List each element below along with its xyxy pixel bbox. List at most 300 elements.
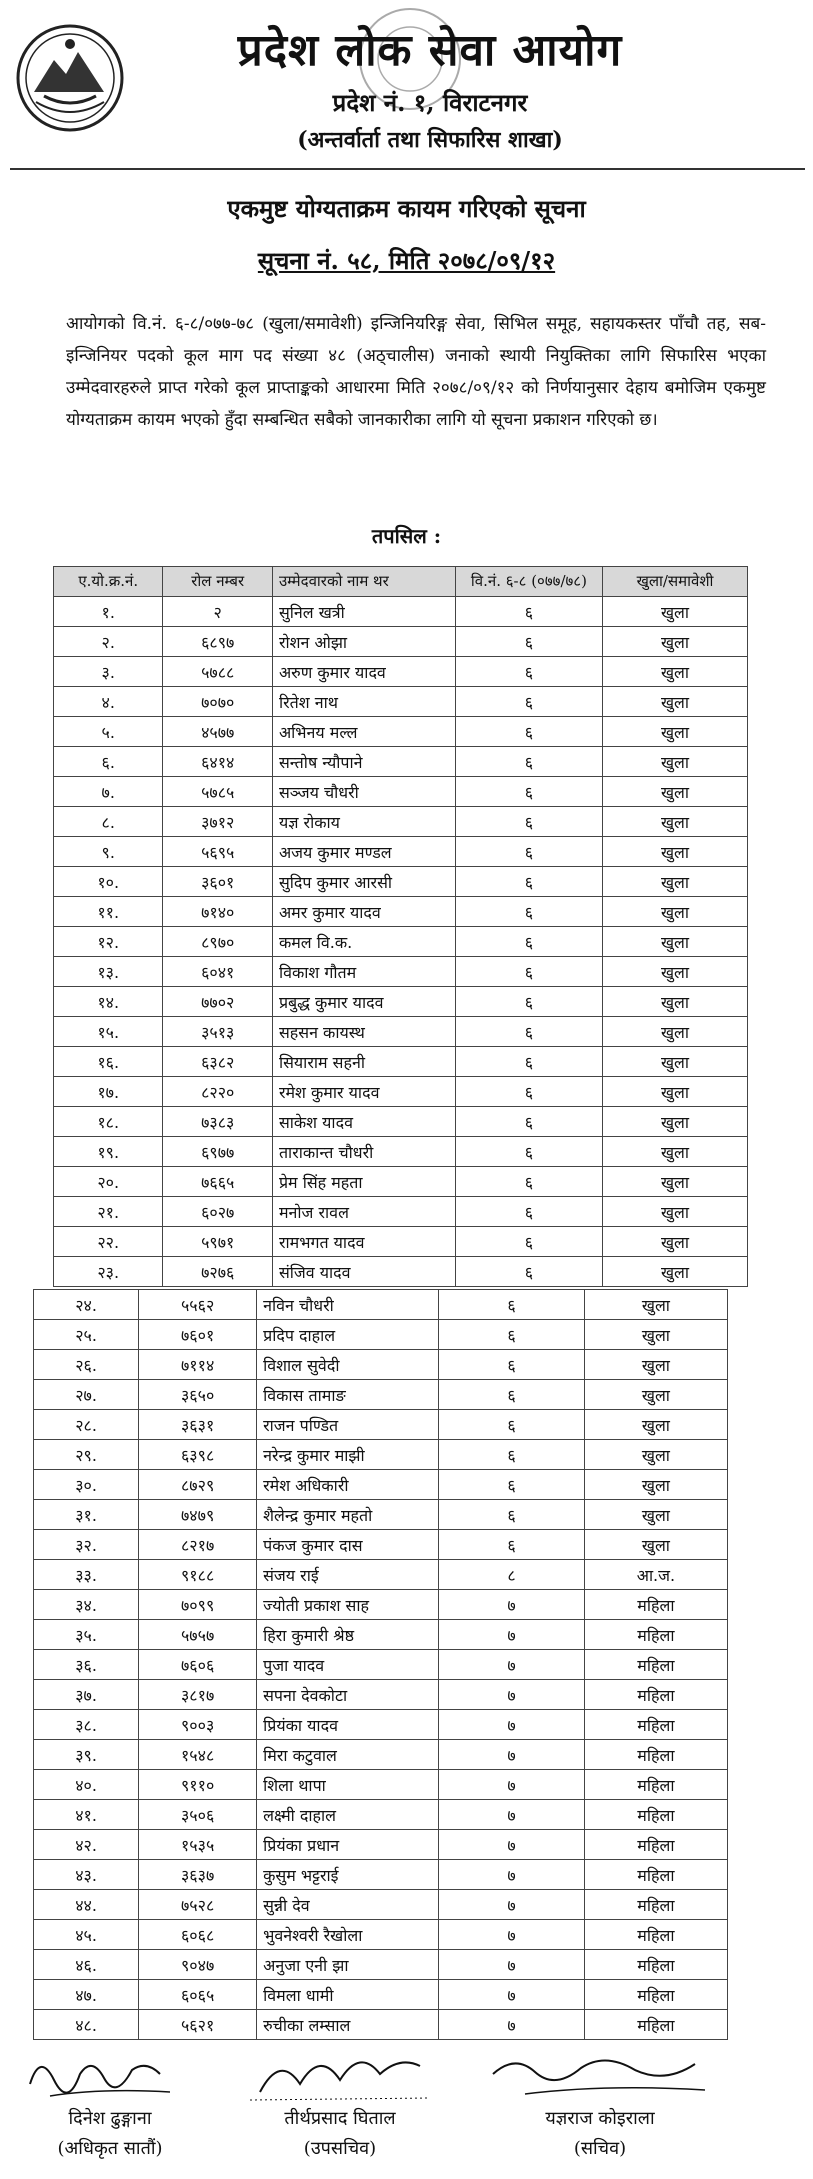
cell-candidate-name: नविन चौधरी: [257, 1290, 439, 1320]
cell-category: खुला: [584, 1410, 727, 1440]
table-row: [34, 1500, 728, 1530]
cell-roll-number: ९०४७: [139, 1950, 257, 1980]
cell-category: खुला: [603, 717, 748, 747]
cell-advertisement-number: ६: [455, 1017, 602, 1047]
cell-advertisement-number: ७: [439, 2010, 585, 2040]
notice-number: [0, 244, 813, 277]
cell-category: खुला: [603, 1197, 748, 1227]
table-row: [34, 1650, 728, 1680]
table-row: [54, 867, 748, 897]
cell-candidate-name: भुवनेश्वरी रैखोला: [257, 1920, 439, 1950]
cell-advertisement-number: ६: [455, 777, 602, 807]
cell-candidate-name: रमेश अधिकारी: [257, 1470, 439, 1500]
cell-candidate-name: प्रियंका प्रधान: [257, 1830, 439, 1860]
cell-category: महिला: [584, 1590, 727, 1620]
signature-block-secretary: [480, 2044, 720, 2160]
signatory-designation-3: (सचिव): [573, 2138, 627, 2159]
cell-candidate-name: संजय राई: [257, 1560, 439, 1590]
cell-candidate-name: प्रेम सिंह महता: [272, 1167, 455, 1197]
cell-serial-number: ४४.: [34, 1890, 139, 1920]
cell-candidate-name: मनोज रावल: [272, 1197, 455, 1227]
cell-candidate-name: सञ्जय चौधरी: [272, 777, 455, 807]
cell-roll-number: २: [163, 597, 272, 627]
cell-roll-number: १५३५: [139, 1830, 257, 1860]
cell-candidate-name: विकास तामाङ: [257, 1380, 439, 1410]
cell-candidate-name: अजय कुमार मण्डल: [272, 837, 455, 867]
cell-candidate-name: रुचीका लम्साल: [257, 2010, 439, 2040]
cell-candidate-name: विमला धामी: [257, 1980, 439, 2010]
cell-candidate-name: ताराकान्त चौधरी: [272, 1137, 455, 1167]
cell-candidate-name: शिला थापा: [257, 1770, 439, 1800]
signature-block-officer: [10, 2044, 210, 2160]
table-row: [34, 1680, 728, 1710]
header-advertisement-number: वि.नं. ६-८ (०७७/७८): [455, 567, 602, 597]
table-row: [34, 1950, 728, 1980]
cell-category: खुला: [603, 627, 748, 657]
cell-candidate-name: सन्तोष न्यौपाने: [272, 747, 455, 777]
cell-serial-number: ४२.: [34, 1830, 139, 1860]
cell-candidate-name: हिरा कुमारी श्रेष्ठ: [257, 1620, 439, 1650]
cell-category: महिला: [584, 2010, 727, 2040]
cell-serial-number: २७.: [34, 1380, 139, 1410]
header-roll-number: रोल नम्बर: [163, 567, 272, 597]
cell-serial-number: ४८.: [34, 2010, 139, 2040]
signatory-name-2: तीर्थप्रसाद घिताल: [284, 2108, 396, 2129]
table-row: [34, 1320, 728, 1350]
cell-advertisement-number: ७: [439, 1920, 585, 1950]
table-row: [34, 1620, 728, 1650]
cell-advertisement-number: ६: [455, 1257, 602, 1287]
table-row: [54, 627, 748, 657]
cell-candidate-name: विकाश गौतम: [272, 957, 455, 987]
cell-category: महिला: [584, 1980, 727, 2010]
cell-serial-number: ४०.: [34, 1770, 139, 1800]
cell-advertisement-number: ६: [455, 807, 602, 837]
cell-roll-number: ७०७०: [163, 687, 272, 717]
cell-category: महिला: [584, 1830, 727, 1860]
cell-roll-number: ९१८८: [139, 1560, 257, 1590]
cell-serial-number: १२.: [54, 927, 163, 957]
cell-roll-number: ९००३: [139, 1710, 257, 1740]
cell-serial-number: ३९.: [34, 1740, 139, 1770]
cell-serial-number: २०.: [54, 1167, 163, 1197]
handwritten-signature-3: [485, 2044, 715, 2106]
cell-candidate-name: अरुण कुमार यादव: [272, 657, 455, 687]
cell-roll-number: ७३८३: [163, 1107, 272, 1137]
cell-candidate-name: सियाराम सहनी: [272, 1047, 455, 1077]
cell-category: महिला: [584, 1740, 727, 1770]
table-row: [34, 1590, 728, 1620]
cell-roll-number: ६०६८: [139, 1920, 257, 1950]
cell-category: महिला: [584, 1710, 727, 1740]
cell-serial-number: १७.: [54, 1077, 163, 1107]
cell-category: खुला: [603, 837, 748, 867]
cell-candidate-name: प्रबुद्ध कुमार यादव: [272, 987, 455, 1017]
cell-advertisement-number: ६: [455, 1227, 602, 1257]
cell-serial-number: ३१.: [34, 1500, 139, 1530]
cell-advertisement-number: ६: [439, 1470, 585, 1500]
cell-serial-number: ३४.: [34, 1590, 139, 1620]
table-row: [34, 1740, 728, 1770]
cell-candidate-name: यज्ञ रोकाय: [272, 807, 455, 837]
cell-category: महिला: [584, 1620, 727, 1650]
merit-list-table-part2: [33, 1289, 728, 2040]
cell-advertisement-number: ७: [439, 1950, 585, 1980]
cell-advertisement-number: ६: [439, 1440, 585, 1470]
cell-category: खुला: [603, 927, 748, 957]
cell-serial-number: १९.: [54, 1137, 163, 1167]
signatory-designation-2: (उपसचिव): [303, 2138, 377, 2159]
cell-advertisement-number: ६: [455, 1137, 602, 1167]
cell-roll-number: ३५१३: [163, 1017, 272, 1047]
cell-category: खुला: [603, 1017, 748, 1047]
cell-serial-number: ५.: [54, 717, 163, 747]
table-row: [54, 747, 748, 777]
cell-candidate-name: नरेन्द्र कुमार माझी: [257, 1440, 439, 1470]
cell-advertisement-number: ६: [455, 1107, 602, 1137]
header-divider: [10, 168, 805, 170]
cell-advertisement-number: ६: [455, 837, 602, 867]
cell-category: खुला: [603, 1257, 748, 1287]
table-row: [34, 1290, 728, 1320]
cell-category: महिला: [584, 1650, 727, 1680]
cell-category: खुला: [603, 897, 748, 927]
government-emblem-icon: [14, 22, 126, 134]
cell-advertisement-number: ७: [439, 1740, 585, 1770]
table-row: [34, 1770, 728, 1800]
cell-serial-number: ३७.: [34, 1680, 139, 1710]
cell-advertisement-number: ७: [439, 1680, 585, 1710]
cell-roll-number: ६०४१: [163, 957, 272, 987]
cell-roll-number: ३६३१: [139, 1410, 257, 1440]
cell-candidate-name: रितेश नाथ: [272, 687, 455, 717]
cell-candidate-name: साकेश यादव: [272, 1107, 455, 1137]
cell-category: खुला: [603, 867, 748, 897]
cell-category: खुला: [603, 987, 748, 1017]
cell-advertisement-number: ७: [439, 1830, 585, 1860]
cell-roll-number: ३६५०: [139, 1380, 257, 1410]
table-row: [54, 837, 748, 867]
branch-name: (अन्तर्वार्ता तथा सिफारिस शाखा): [297, 127, 563, 153]
cell-advertisement-number: ६: [439, 1320, 585, 1350]
cell-category: महिला: [584, 1800, 727, 1830]
cell-serial-number: ३३.: [34, 1560, 139, 1590]
cell-roll-number: ५७८८: [163, 657, 272, 687]
notice-number-text: सूचना नं. ५८, मिति २०७८/०९/१२: [257, 246, 556, 275]
cell-advertisement-number: ६: [455, 927, 602, 957]
cell-category: खुला: [584, 1350, 727, 1380]
cell-candidate-name: राजन पण्डित: [257, 1410, 439, 1440]
cell-category: खुला: [603, 687, 748, 717]
cell-category: खुला: [603, 1167, 748, 1197]
cell-serial-number: ४.: [54, 687, 163, 717]
cell-category: आ.ज.: [584, 1560, 727, 1590]
cell-category: खुला: [603, 657, 748, 687]
table-row: [34, 1920, 728, 1950]
table-row: [34, 1830, 728, 1860]
cell-serial-number: ४३.: [34, 1860, 139, 1890]
cell-candidate-name: लक्ष्मी दाहाल: [257, 1800, 439, 1830]
cell-advertisement-number: ६: [455, 747, 602, 777]
cell-roll-number: ५६२१: [139, 2010, 257, 2040]
cell-category: खुला: [603, 807, 748, 837]
cell-candidate-name: सपना देवकोटा: [257, 1680, 439, 1710]
cell-category: खुला: [584, 1290, 727, 1320]
organization-title: प्रदेश लोक सेवा आयोग: [237, 25, 623, 76]
cell-advertisement-number: ६: [455, 597, 602, 627]
cell-category: खुला: [584, 1320, 727, 1350]
cell-roll-number: ४५७७: [163, 717, 272, 747]
table-row: [54, 1017, 748, 1047]
cell-serial-number: ११.: [54, 897, 163, 927]
cell-serial-number: ९.: [54, 837, 163, 867]
cell-roll-number: ६४१४: [163, 747, 272, 777]
cell-roll-number: ३७१२: [163, 807, 272, 837]
cell-advertisement-number: ८: [439, 1560, 585, 1590]
cell-advertisement-number: ७: [439, 1710, 585, 1740]
cell-category: महिला: [584, 1890, 727, 1920]
cell-serial-number: २९.: [34, 1440, 139, 1470]
cell-serial-number: १४.: [54, 987, 163, 1017]
cell-advertisement-number: ६: [455, 1167, 602, 1197]
cell-category: खुला: [603, 1047, 748, 1077]
cell-advertisement-number: ६: [455, 1197, 602, 1227]
cell-serial-number: ४६.: [34, 1950, 139, 1980]
cell-category: खुला: [584, 1500, 727, 1530]
cell-category: खुला: [603, 777, 748, 807]
cell-roll-number: ७२७६: [163, 1257, 272, 1287]
table-row: [34, 1980, 728, 2010]
cell-category: महिला: [584, 1860, 727, 1890]
cell-advertisement-number: ६: [439, 1350, 585, 1380]
cell-roll-number: ७७०२: [163, 987, 272, 1017]
cell-advertisement-number: ६: [455, 1077, 602, 1107]
table-row: [54, 1257, 748, 1287]
cell-serial-number: ३०.: [34, 1470, 139, 1500]
cell-advertisement-number: ६: [439, 1290, 585, 1320]
cell-serial-number: १५.: [54, 1017, 163, 1047]
cell-candidate-name: शैलेन्द्र कुमार महतो: [257, 1500, 439, 1530]
cell-advertisement-number: ७: [439, 1890, 585, 1920]
cell-advertisement-number: ६: [455, 1047, 602, 1077]
cell-roll-number: ७०९९: [139, 1590, 257, 1620]
cell-serial-number: ७.: [54, 777, 163, 807]
cell-candidate-name: संजिव यादव: [272, 1257, 455, 1287]
letterhead: [0, 0, 813, 170]
cell-roll-number: ३५०६: [139, 1800, 257, 1830]
cell-serial-number: ३.: [54, 657, 163, 687]
cell-advertisement-number: ६: [455, 987, 602, 1017]
cell-category: महिला: [584, 1770, 727, 1800]
cell-advertisement-number: ६: [455, 657, 602, 687]
cell-roll-number: ८९७०: [163, 927, 272, 957]
cell-serial-number: ८.: [54, 807, 163, 837]
cell-category: खुला: [603, 1077, 748, 1107]
notice-body: आयोगको वि.नं. ६-८/०७७-७८ (खुला/समावेशी) इन्जिनियरिङ्ग सेवा, सिभिल समूह, सहायकस्तर पाँचौ तह, सब-इन्जिनियर पदको कूल माग पद संख्या ४८ (अठ्चालीस) जनाको स्थायी नियुक्तिका लागि सिफारिस भएका उम्मेदवारहरुले प्राप्त गरेको कूल प्राप्ताङ्कको आधारमा मिति २०७८/०९/१२ को निर्णयानुसार देहाय बमोजिम एकमुष्ट योग्यताक्रम कायम भएको हुँदा सम्बन्धित सबैको जानकारीका लागि यो सूचना प्रकाशन गरिएको छ।: [66, 314, 766, 430]
cell-roll-number: ७६६५: [163, 1167, 272, 1197]
table-row: [54, 657, 748, 687]
cell-roll-number: ९११०: [139, 1770, 257, 1800]
header-candidate-name: उम्मेदवारको नाम थर: [272, 567, 455, 597]
table-row: [34, 1470, 728, 1500]
cell-serial-number: २१.: [54, 1197, 163, 1227]
cell-advertisement-number: ६: [439, 1410, 585, 1440]
table-header-row: [54, 567, 748, 597]
table-row: [54, 987, 748, 1017]
cell-advertisement-number: ७: [439, 1620, 585, 1650]
cell-roll-number: ७१४०: [163, 897, 272, 927]
header-category: खुला/समावेशी: [603, 567, 748, 597]
cell-serial-number: १६.: [54, 1047, 163, 1077]
cell-candidate-name: प्रदिप दाहाल: [257, 1320, 439, 1350]
merit-list-table-part1: [53, 566, 748, 1287]
cell-advertisement-number: ६: [455, 627, 602, 657]
cell-roll-number: ६०२७: [163, 1197, 272, 1227]
signature-block-deputy-secretary: [230, 2044, 450, 2160]
cell-category: खुला: [584, 1440, 727, 1470]
organization-address: प्रदेश नं. १, विराटनगर: [332, 88, 528, 117]
cell-serial-number: २२.: [54, 1227, 163, 1257]
table-row: [34, 1710, 728, 1740]
cell-advertisement-number: ७: [439, 1590, 585, 1620]
cell-candidate-name: पुजा यादव: [257, 1650, 439, 1680]
handwritten-signature-2: [240, 2044, 440, 2106]
cell-roll-number: ८२२०: [163, 1077, 272, 1107]
table-row: [34, 1860, 728, 1890]
cell-candidate-name: सुनिल खत्री: [272, 597, 455, 627]
table-row: [34, 1890, 728, 1920]
cell-roll-number: ६३८२: [163, 1047, 272, 1077]
cell-roll-number: ८७२९: [139, 1470, 257, 1500]
cell-serial-number: ४७.: [34, 1980, 139, 2010]
cell-serial-number: ४१.: [34, 1800, 139, 1830]
signatory-name-3: यज्ञराज कोइराला: [545, 2108, 655, 2129]
table-row: [34, 2010, 728, 2040]
cell-advertisement-number: ६: [439, 1380, 585, 1410]
cell-roll-number: ७६०१: [139, 1320, 257, 1350]
cell-advertisement-number: ६: [455, 867, 602, 897]
table-row: [54, 777, 748, 807]
cell-advertisement-number: ६: [455, 687, 602, 717]
cell-serial-number: ३२.: [34, 1530, 139, 1560]
table-row: [54, 1047, 748, 1077]
cell-serial-number: २८.: [34, 1410, 139, 1440]
table-row: [54, 1227, 748, 1257]
cell-candidate-name: अभिनय मल्ल: [272, 717, 455, 747]
cell-category: खुला: [603, 957, 748, 987]
cell-serial-number: २५.: [34, 1320, 139, 1350]
cell-roll-number: ६८९७: [163, 627, 272, 657]
cell-serial-number: २.: [54, 627, 163, 657]
cell-advertisement-number: ६: [439, 1530, 585, 1560]
table-row: [54, 717, 748, 747]
cell-roll-number: १५४८: [139, 1740, 257, 1770]
cell-candidate-name: कुसुम भट्टराई: [257, 1860, 439, 1890]
table-row: [54, 1167, 748, 1197]
table-row: [34, 1380, 728, 1410]
cell-serial-number: ४५.: [34, 1920, 139, 1950]
handwritten-signature-1: [20, 2044, 200, 2106]
cell-roll-number: ६०६५: [139, 1980, 257, 2010]
cell-candidate-name: विशाल सुवेदी: [257, 1350, 439, 1380]
details-label: तपसिल :: [371, 524, 442, 548]
cell-serial-number: ३८.: [34, 1710, 139, 1740]
cell-advertisement-number: ७: [439, 1980, 585, 2010]
table-row: [34, 1350, 728, 1380]
cell-advertisement-number: ६: [455, 717, 602, 747]
cell-candidate-name: सुदिप कुमार आरसी: [272, 867, 455, 897]
cell-roll-number: ३६३७: [139, 1860, 257, 1890]
cell-advertisement-number: ७: [439, 1770, 585, 1800]
cell-candidate-name: रामभगत यादव: [272, 1227, 455, 1257]
signatory-name-1: दिनेश ढुङ्गाना: [68, 2108, 152, 2129]
cell-serial-number: १०.: [54, 867, 163, 897]
cell-candidate-name: रोशन ओझा: [272, 627, 455, 657]
cell-candidate-name: सुन्नी देव: [257, 1890, 439, 1920]
cell-candidate-name: रमेश कुमार यादव: [272, 1077, 455, 1107]
table-row: [34, 1410, 728, 1440]
table-row: [54, 1107, 748, 1137]
table-row: [54, 597, 748, 627]
cell-category: खुला: [603, 1227, 748, 1257]
cell-candidate-name: मिरा कटुवाल: [257, 1740, 439, 1770]
cell-advertisement-number: ७: [439, 1650, 585, 1680]
table-row: [34, 1800, 728, 1830]
cell-serial-number: १८.: [54, 1107, 163, 1137]
table-row: [54, 1197, 748, 1227]
cell-roll-number: ५६९५: [163, 837, 272, 867]
cell-advertisement-number: ६: [439, 1500, 585, 1530]
cell-serial-number: ३५.: [34, 1620, 139, 1650]
table-row: [34, 1530, 728, 1560]
cell-candidate-name: पंकज कुमार दास: [257, 1530, 439, 1560]
cell-category: खुला: [603, 747, 748, 777]
cell-serial-number: १३.: [54, 957, 163, 987]
cell-serial-number: ३६.: [34, 1650, 139, 1680]
table-row: [34, 1440, 728, 1470]
cell-serial-number: २३.: [54, 1257, 163, 1287]
cell-roll-number: ६९७७: [163, 1137, 272, 1167]
cell-roll-number: ७११४: [139, 1350, 257, 1380]
cell-advertisement-number: ६: [455, 897, 602, 927]
cell-category: महिला: [584, 1920, 727, 1950]
cell-advertisement-number: ७: [439, 1800, 585, 1830]
cell-advertisement-number: ७: [439, 1860, 585, 1890]
header-serial: ए.यो.क्र.नं.: [54, 567, 163, 597]
cell-category: खुला: [603, 1107, 748, 1137]
cell-roll-number: ५९७१: [163, 1227, 272, 1257]
cell-serial-number: ६.: [54, 747, 163, 777]
cell-roll-number: ७४७९: [139, 1500, 257, 1530]
cell-category: खुला: [584, 1530, 727, 1560]
table-row: [54, 1077, 748, 1107]
cell-candidate-name: ज्योती प्रकाश साह: [257, 1590, 439, 1620]
cell-candidate-name: सहसन कायस्थ: [272, 1017, 455, 1047]
cell-roll-number: ८२१७: [139, 1530, 257, 1560]
cell-category: खुला: [603, 1137, 748, 1167]
cell-candidate-name: कमल वि.क.: [272, 927, 455, 957]
cell-advertisement-number: ६: [455, 957, 602, 987]
table-row: [54, 957, 748, 987]
notice-title: एकमुष्ट योग्यताक्रम कायम गरिएको सूचना: [227, 194, 586, 223]
table-row: [54, 807, 748, 837]
cell-roll-number: ७५२८: [139, 1890, 257, 1920]
cell-candidate-name: अनुजा एनी झा: [257, 1950, 439, 1980]
cell-roll-number: ३६०१: [163, 867, 272, 897]
cell-serial-number: १.: [54, 597, 163, 627]
cell-candidate-name: प्रियंका यादव: [257, 1710, 439, 1740]
cell-serial-number: २४.: [34, 1290, 139, 1320]
